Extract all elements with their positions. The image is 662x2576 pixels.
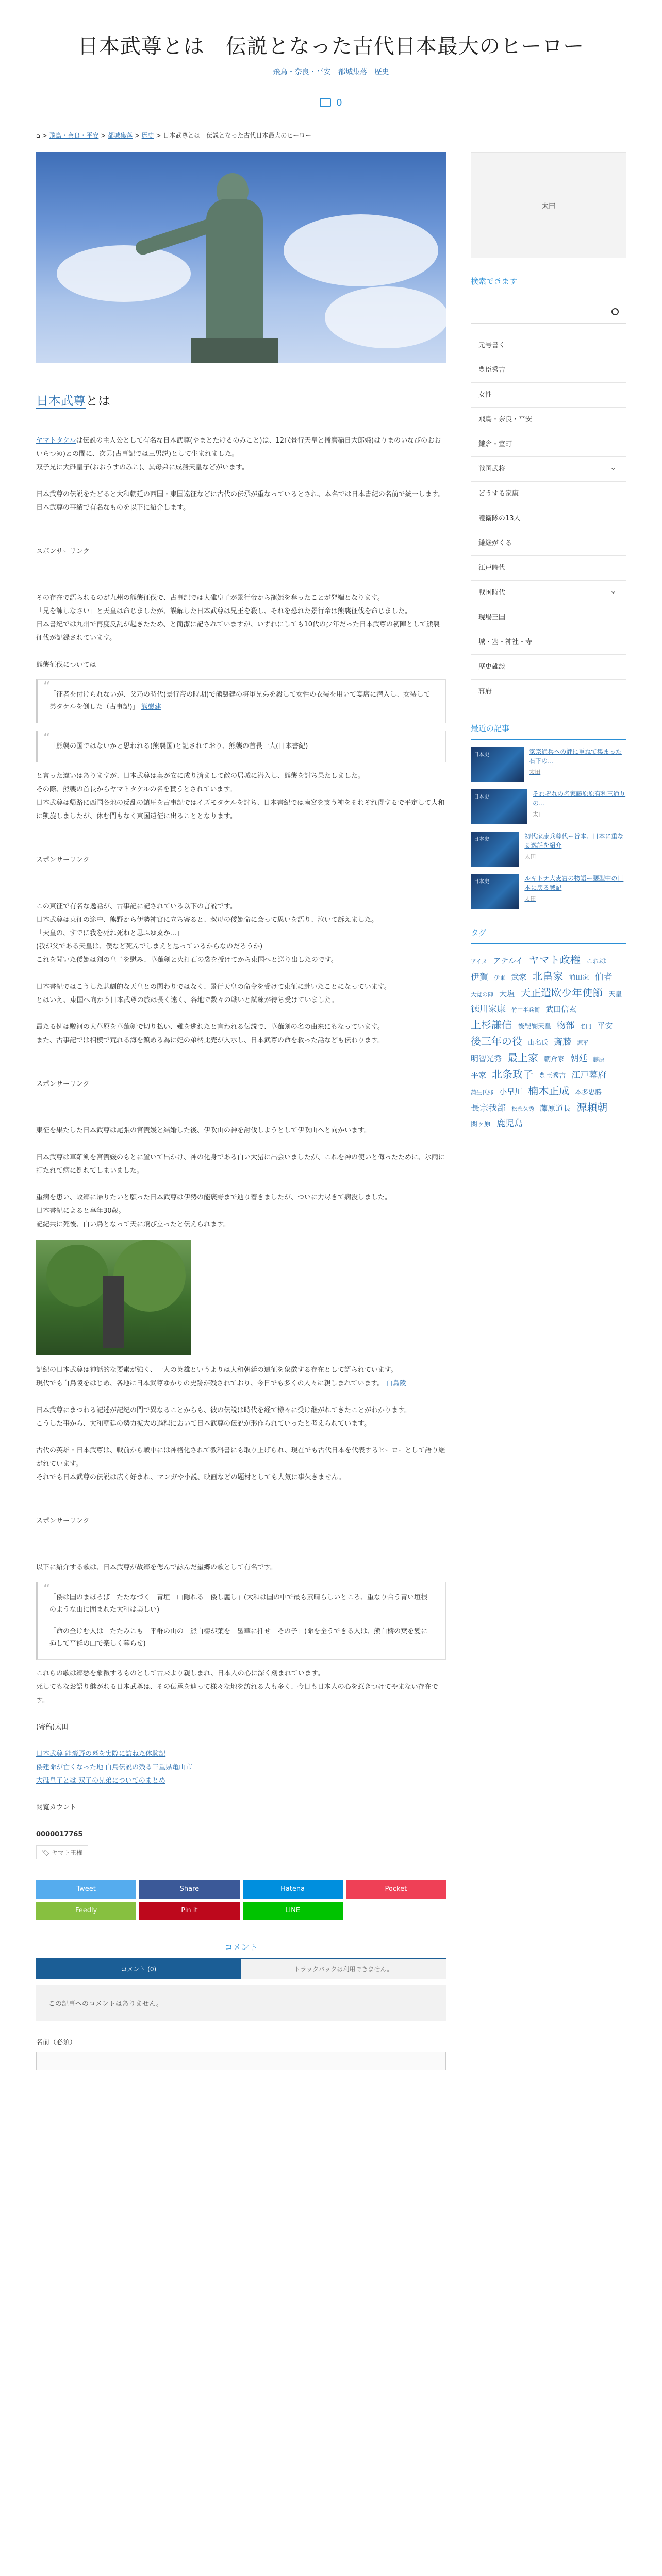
paragraph: 日本武尊は草薙剣を宮簀媛のもとに置いて出かけ、神の化身である白い大猪に出会いましたが、これを神の使いと侮ったために、氷雨に打たれて病に倒れてしまいました。 — [36, 1154, 445, 1175]
tag-cloud-item[interactable]: 前田家 — [569, 974, 589, 982]
category-links — [0, 66, 662, 77]
page-title: 日本武尊とは 伝説となった古代日本最大のヒーロー — [77, 35, 585, 58]
tag-cloud-item[interactable]: 伊賀 — [471, 972, 488, 982]
paragraph: (我が父である天皇は、僕など死んでしまえと思っているからなのだろうか) — [36, 943, 263, 951]
comment-count[interactable]: 0 — [0, 97, 662, 108]
paragraph: 熊襲征伐については — [36, 661, 96, 669]
search-input[interactable] — [471, 301, 626, 324]
tag-cloud-item[interactable]: 楠木正成 — [528, 1084, 570, 1097]
tag-icon: 🏷 — [42, 1849, 50, 1856]
recent-thumb: 日本史 — [471, 832, 519, 867]
paragraph: 日本書紀ではこうした悲劇的な天皇との関わりではなく、景行天皇の命令を受けて東征に赴いたことになっています。 — [36, 983, 391, 991]
paragraph: 日本武尊の伝説をたどると大和朝廷の西国・東国遠征などに古代の伝承が重なっているとされ、本名では日本書紀の名前で統一します。 — [36, 490, 445, 498]
paragraph: 古代の英雄・日本武尊は、戦前から戦中には神格化されて教科書にも取り上げられ、現在でも古代日本を代表するヒーローとして語り継がれています。 — [36, 1447, 445, 1468]
blockquote: “ 「征者を付けられないが、父乃の時代(景行帝の時期)で熊襲建の将軍兄弟を殺して女性の衣装を用いて宴席に潜入し、女装して弟タケルを倒した（古事記)」 熊襲建 — [36, 679, 446, 723]
recent-thumb: 日本史 — [471, 747, 524, 782]
paragraph: 「天皇の、すでに我を死ね死ねと思ふゆゑか...」 — [36, 929, 184, 937]
comment-icon — [320, 98, 331, 107]
tag-cloud-item[interactable]: 最上家 — [507, 1052, 539, 1064]
menu-item[interactable]: 幕府 — [471, 680, 626, 704]
inline-link[interactable]: 白鳥陵 — [386, 1380, 406, 1387]
main-content — [36, 152, 446, 2070]
quote-icon: “ — [43, 731, 51, 746]
quote-icon: “ — [43, 1582, 51, 1597]
category-link[interactable]: 歴史 — [374, 68, 389, 76]
tag-cloud-item[interactable]: 大覚の陣 — [471, 991, 493, 998]
tag-cloud-item[interactable]: 山名氏 — [528, 1039, 549, 1047]
tag-cloud-item[interactable]: 源頼朝 — [576, 1101, 608, 1113]
paragraph: 東征を果たした日本武尊は尾張の宮簀媛と結婚した後、伊吹山の神を討伐しようとして伊吹山へと向かいます。 — [36, 1127, 371, 1134]
share-line-button[interactable]: LINE — [243, 1902, 343, 1920]
home-icon[interactable]: ⌂ — [36, 132, 40, 139]
tab-comments[interactable]: コメント (0) — [36, 1959, 241, 1979]
author-note: (寄稿)太田 — [36, 1723, 69, 1731]
comment-tabs — [36, 1959, 446, 1979]
tag-cloud-item[interactable]: 後三年の役 — [471, 1035, 522, 1047]
paragraph: 記紀の日本武尊は神話的な要素が強く、一人の英雄というよりは大和朝廷の遠征を象徴する存在として語られています。 — [36, 1366, 398, 1374]
paragraph: これらの歌は郷愁を象徴するものとして古来より親しまれ、日本人の心に深く刻まれています。 — [36, 1670, 324, 1677]
menu-item[interactable]: 鎌継がくる — [471, 531, 626, 556]
share-pinterest-button[interactable]: Pin it — [139, 1902, 239, 1920]
recent-post[interactable]: 日本史 初代家康兵尊代ー旨本、日本に重なる逸話を紹介 太田 — [471, 832, 626, 867]
tag-cloud-item[interactable]: 斎藤 — [554, 1037, 572, 1047]
blockquote: “ 「熊襲の国ではないかと思われる(熊襲国)と記されており、熊襲の首長一人(日本書紀)」 — [36, 731, 446, 762]
tag-cloud-item[interactable]: 小早川 — [499, 1087, 523, 1096]
paragraph: 「兄を諌しなさい」と天皇は命じましたが、誤解した日本武尊は兄王を殺し、それを恐れた景行帝は熊襲征伐を命じました。 — [36, 607, 412, 615]
paragraph: また、古事記では相模で荒れる海を鎮める為に妃の弟橘比売が入水し、日本武尊の命を救った話なども伝わります。 — [36, 1037, 384, 1044]
blockquote: “ 「倭は国のまほろば たたなづく 青垣 山隠れる 倭し麗し」(大和は国の中で最も素晴らしいところ、重なり合う青い垣根のような山に囲まれた大和は美しい) 「命の全けむ人は たたみこも 平群の山の 熊白檮が葉を 髻華に挿せ その子」(命を全うできる人は、熊白檮の葉を髪に挿して平群の山で楽しく暮らせ) — [36, 1582, 446, 1660]
menu-item-expandable[interactable]: 戦国時代 ⌄ — [471, 581, 626, 605]
tag-cloud-item[interactable]: 長宗我部 — [471, 1103, 506, 1113]
sponsor-label: スポンサーリンク — [36, 856, 90, 864]
tag-cloud-item[interactable]: 平安 — [597, 1021, 613, 1030]
hero-image — [36, 152, 446, 363]
menu-item[interactable]: 現場王国 — [471, 605, 626, 630]
menu-item[interactable]: 鎌倉・室町 — [471, 432, 626, 457]
paragraph: 重病を患い、故郷に帰りたいと願った日本武尊は伊勢の能褒野まで辿り着きましたが、ついに力尽きて病没しました。 — [36, 1194, 392, 1201]
tag-cloud-item[interactable]: 藤原 — [593, 1056, 605, 1063]
related-link[interactable]: 日本武尊 能褒野の墓を実際に訪ねた体験記 — [36, 1750, 166, 1758]
tag-cloud-item[interactable]: 徳川家康 — [471, 1004, 506, 1014]
paragraph: 日本武尊は帰路に西国各地の反乱の鎮圧を古事記ではイズモタケルを討ち、日本書紀では南宮を支う神をそれぞれ得するで平定して大和に凱旋しましたが、休む間もなく東国遠征に出ることとなります。 — [36, 799, 445, 820]
paragraph: こうした事から、大和朝廷の勢力拡大の過程において日本武尊の伝説が形作られていったと考えられています。 — [36, 1420, 371, 1428]
tag-cloud-item[interactable]: 天皇 — [608, 991, 622, 998]
share-facebook-button[interactable]: Share — [139, 1880, 239, 1899]
reply-form — [36, 2037, 446, 2070]
tag-cloud-item[interactable]: 明智光秀 — [471, 1054, 502, 1063]
tag-cloud-item[interactable]: 本多忠勝 — [575, 1089, 602, 1096]
category-menu — [471, 333, 626, 704]
paragraph: 以下に紹介する歌は、日本武尊が故郷を偲んで詠んだ望郷の歌として有名です。 — [36, 1564, 277, 1571]
inline-link[interactable]: 熊襲建 — [141, 703, 161, 711]
share-feedly-button[interactable]: Feedly — [36, 1902, 136, 1920]
menu-item-expandable[interactable]: 戦国武将 ⌄ — [471, 457, 626, 482]
menu-item[interactable]: 護衛隊の13人 — [471, 506, 626, 531]
tab-trackbacks[interactable]: トラックバックは利用できません。 — [241, 1959, 446, 1979]
paragraph: 日本武尊にまつわる記述が記紀の間で異なることからも、彼の伝説は時代を経て様々に受け継がれてきたことがわかります。 — [36, 1406, 411, 1414]
tag-cloud-item[interactable]: 竹中半兵衛 — [511, 1007, 540, 1013]
tag-cloud-item[interactable]: 松永久秀 — [511, 1106, 535, 1112]
tag-cloud-item[interactable]: 伯者 — [594, 972, 613, 982]
tag-cloud-item[interactable]: アテルイ — [493, 956, 523, 965]
recent-post[interactable]: 日本史 ルキトナ大麦宮の物語ー腰型中の日本に戻る戦記 太田 — [471, 874, 626, 909]
paragraph: その際、熊襲の首長からヤマトタケルの名を貰うとされています。 — [36, 786, 237, 793]
sponsor-label: スポンサーリンク — [36, 548, 90, 555]
tag-link[interactable]: 🏷 ヤマト王権 — [36, 1845, 88, 1859]
recent-heading: 最近の記事 — [471, 723, 626, 740]
breadcrumb-item[interactable]: 飛鳥・奈良・平安 — [49, 132, 99, 139]
share-hatena-button[interactable]: Hatena — [243, 1880, 343, 1899]
recent-thumb: 日本史 — [471, 789, 527, 824]
sponsor-label: スポンサーリンク — [36, 1517, 90, 1525]
search-icon[interactable] — [611, 308, 619, 315]
menu-item[interactable]: 江戸時代 — [471, 556, 626, 581]
tag-cloud-item[interactable]: 天正遣欧少年使節 — [520, 987, 603, 999]
related-link[interactable]: 倭建命が亡くなった地 白鳥伝説の残る三重県亀山市 — [36, 1764, 193, 1771]
menu-item[interactable]: 城・塞・神社・寺 — [471, 630, 626, 655]
comments-heading: コメント — [36, 1941, 446, 1959]
menu-item[interactable]: 飛鳥・奈良・平安 — [471, 408, 626, 432]
recent-posts — [471, 747, 626, 909]
tag-cloud-item[interactable]: 江戸幕府 — [571, 1070, 607, 1080]
quote-icon: “ — [43, 679, 51, 694]
recent-post[interactable]: 日本史 家宗通兵への評に重ねて集まった右下の… 太田 — [471, 747, 626, 782]
tag-cloud-item[interactable]: 後醍醐天皇 — [518, 1023, 552, 1030]
highlighted-term: 日本武尊 — [36, 394, 86, 408]
share-buttons — [36, 1880, 446, 1920]
paragraph: その存在で語られるのが九州の熊襲征伐で、古事記では大碓皇子が景行帝から寵姫を奪ったことが発端となります。 — [36, 594, 384, 602]
paragraph: 最たる例は駿河の大草原を草薙剣で切り払い、難を逃れたと言われる伝説で、草薙剣の名の由来にもなっています。 — [36, 1023, 384, 1031]
inline-link[interactable]: ヤマトタケル — [36, 437, 76, 445]
views-count: 0000017765 — [36, 1831, 83, 1838]
tag-cloud-item[interactable]: 豊臣秀吉 — [539, 1072, 566, 1080]
paragraph: 日本書紀では九州で再度反乱が起きたため、と簡潔に記されていますが、いずれにしても10代の少年だった日本武尊の初陣として熊襲征伐が記録されています。 — [36, 621, 440, 642]
comments-empty-message: この記事へのコメントはありません。 — [36, 1985, 446, 2021]
paragraph: それでも日本武尊の伝説は広く好まれ、マンガや小説、映画などの題材としても人気に事欠きません。 — [36, 1473, 345, 1481]
sidebar — [471, 152, 626, 1132]
breadcrumb-current: 日本武尊とは 伝説となった古代日本最大のヒーロー — [163, 132, 311, 139]
recent-thumb: 日本史 — [471, 874, 519, 909]
sidebar-ad[interactable]: 太田 — [471, 152, 626, 258]
share-pocket-button[interactable]: Pocket — [346, 1880, 446, 1899]
paragraph: ヤマトタケルは伝説の主人公として有名な日本武尊(やまとたけるのみこと)は、12代景行天皇と播磨稲日大郎姫(はりまのいなびのおおいらつめ)との間に、次男(古事記では三男説)として生まれました。 — [36, 437, 441, 458]
name-field-label: 名前（必須） — [36, 2039, 77, 2046]
tag-cloud-item[interactable]: 関ヶ原 — [471, 1121, 491, 1128]
article-lead-title: 日本武尊とは — [36, 394, 110, 408]
tag-cloud-item[interactable]: 朝廷 — [570, 1054, 588, 1064]
paragraph: 双子兄に大碓皇子(おおうすのみこ)、異母弟に成務天皇などがいます。 — [36, 464, 249, 471]
tag-cloud-item[interactable]: 伊東 — [494, 975, 506, 981]
share-twitter-button[interactable]: Tweet — [36, 1880, 136, 1899]
paragraph: 日本武尊は東征の途中、熊野から伊勢神宮に立ち寄ると、叔母の倭姫命に会って思いを語り、泣いて訴えました。 — [36, 916, 378, 924]
menu-item[interactable]: 豊臣秀吉 — [471, 358, 626, 383]
tag-cloud-item[interactable]: 武田信玄 — [545, 1005, 577, 1014]
tag-cloud-item[interactable]: 上杉謙信 — [471, 1019, 512, 1031]
menu-item[interactable]: どうする家康 — [471, 482, 626, 506]
menu-item[interactable]: 歴史雑談 — [471, 655, 626, 680]
tag-cloud-item[interactable]: 大塩 — [499, 989, 515, 998]
tag-cloud-item[interactable]: 朝倉家 — [544, 1056, 565, 1063]
related-links — [36, 1748, 446, 1788]
tag-cloud-item[interactable]: アイヌ — [471, 958, 488, 965]
paragraph: 現代でも白鳥陵をはじめ、各地に日本武尊ゆかりの史跡が残されており、今日でも多くの人々に親しまれています。 白鳥陵 — [36, 1380, 406, 1387]
paragraph: この東征で有名な逸話が、古事記に記されている以下の言説です。 — [36, 903, 237, 910]
tag-cloud-item[interactable]: 北畠家 — [532, 970, 564, 982]
tag-cloud-item[interactable]: 源平 — [577, 1040, 589, 1046]
paragraph: と言った違いはありますが、日本武尊は奥が安に成り済まして敵の居城に潜入し、熊襲を討ち果たしました。 — [36, 772, 365, 780]
breadcrumb-item[interactable]: 都城集落 — [108, 132, 133, 139]
tag-cloud-item[interactable]: 名門 — [580, 1023, 592, 1030]
category-link[interactable]: 都城集落 — [338, 68, 367, 76]
recent-post[interactable]: 日本史 それぞれの名家藤原原有利三通りの… 太田 — [471, 789, 626, 824]
site-header — [0, 0, 662, 124]
menu-item[interactable]: 女性 — [471, 383, 626, 408]
paragraph: 日本武尊の事績で有名なものを以下に紹介します。 — [36, 504, 190, 512]
paragraph: これを聞いた倭姫は剣の皇子を慰み、草薙剣と火打石の袋を授けてから東国へと送り出したのです。 — [36, 956, 338, 964]
views-label: 閲覧カウント — [36, 1804, 77, 1811]
statue-photo — [36, 1240, 191, 1355]
tag-cloud-item[interactable]: 物部 — [557, 1021, 575, 1031]
paragraph: 記紀共に死後、白い鳥となって天に飛び立ったと伝えられます。 — [36, 1221, 230, 1228]
tag-cloud-item[interactable]: 藤原道長 — [540, 1104, 571, 1113]
sponsor-label: スポンサーリンク — [36, 1080, 90, 1088]
tag-heading: タグ — [471, 927, 626, 944]
tag-cloud — [471, 953, 626, 1132]
search-heading: 検索できます — [471, 277, 518, 286]
tag-cloud-item[interactable]: 平家 — [471, 1071, 487, 1080]
tag-cloud-item[interactable]: 北条政子 — [492, 1068, 534, 1080]
tag-cloud-item[interactable]: 蒲生氏郷 — [471, 1089, 493, 1096]
tag-cloud-item[interactable]: 鹿児島 — [496, 1118, 523, 1129]
paragraph: 日本書紀によると享年30歳。 — [36, 1207, 125, 1215]
tag-cloud-item[interactable]: これは — [586, 958, 606, 965]
paragraph: 死してもなお語り継がれる日本武尊は、その伝承を辿って様々な地を訪れる人も多く、今日も日本人の心を惹きつけてやまない存在です。 — [36, 1683, 438, 1704]
category-link[interactable]: 飛鳥・奈良・平安 — [273, 68, 331, 76]
name-field[interactable] — [36, 2052, 446, 2070]
breadcrumb-item[interactable]: 歴史 — [141, 132, 154, 139]
tag-cloud-item[interactable]: 武家 — [511, 973, 527, 982]
breadcrumb: ⌂ > 飛鳥・奈良・平安 > 都城集落 > 歴史 > 日本武尊とは 伝説となった古代日本最大のヒーロー — [36, 132, 311, 139]
tag-cloud-item[interactable]: ヤマト政権 — [528, 954, 581, 966]
related-link[interactable]: 大碓皇子とは 双子の兄弟についてのまとめ — [36, 1777, 166, 1785]
paragraph: とはいえ、東国へ向かう日本武尊の旅は長く遠く、各地で数々の戦いと試練が待ち受けていました。 — [36, 996, 338, 1004]
menu-item[interactable]: 元号書く — [471, 333, 626, 358]
